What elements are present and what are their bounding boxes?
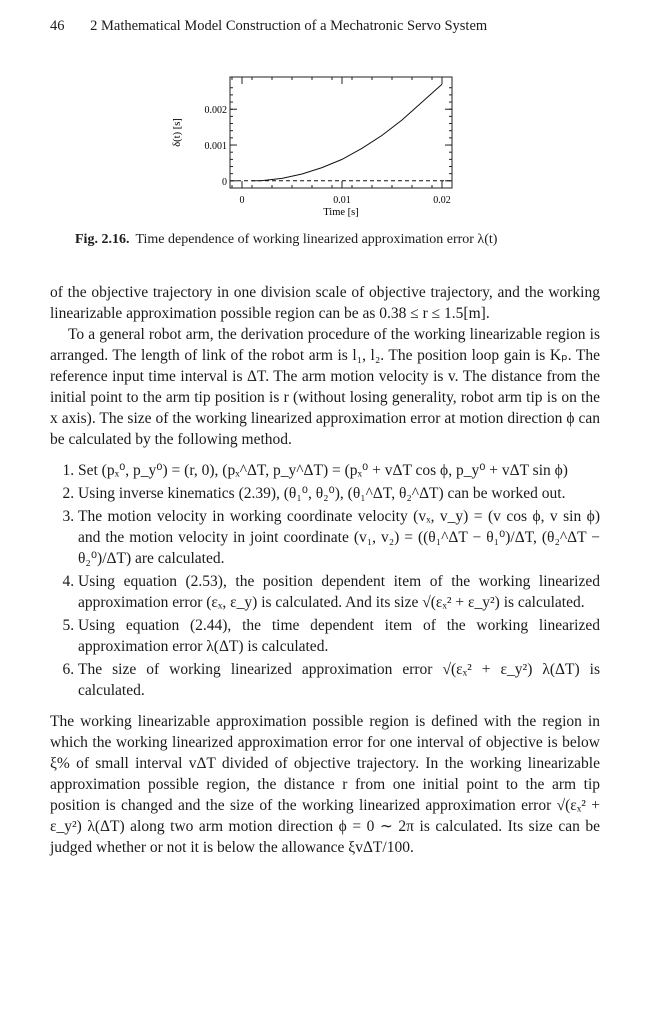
x-tick-label: 0 — [239, 195, 245, 206]
procedure-list — [50, 460, 600, 701]
paragraph-2: To a general robot arm, the derivation procedure of the working linearizable region is arranged. The length of link of the robot arm is l₁, l₂. The position loop gain is Kₚ. The reference input time interval is ΔT. The arm motion velocity is v. The distance from the initial point to the arm tip position is r (without losing generality, robot arm tip is on the x axis). The size of the working linearized approximation error at motion direction ϕ can be calculated by the following method. — [50, 326, 600, 448]
step-3: 3. The motion velocity in working coordinate velocity (vₓ, v_y) = (v cos ϕ, v sin ϕ) and the motion velocity in joint coordinate (v₁, v₂) = ((θ₁^ΔT − θ₁⁰)/ΔT, (θ₂^ΔT − θ₂⁰)/ΔT) are calculated. — [78, 506, 600, 569]
step-2: 2. Using inverse kinematics (2.39), (θ₁⁰, θ₂⁰), (θ₁^ΔT, θ₂^ΔT) can be worked out. — [78, 483, 600, 504]
figure-chart — [160, 70, 470, 220]
x-tick-label: 0.02 — [433, 195, 451, 206]
plot-frame — [230, 77, 452, 188]
step-1: 1. Set (pₓ⁰, p_y⁰) = (r, 0), (pₓ^ΔT, p_y^ΔT) = (pₓ⁰ + vΔT cos ϕ, p_y⁰ + vΔT sin ϕ) — [78, 460, 600, 481]
body-text — [50, 282, 600, 858]
step-6: 6. The size of working linearized approximation error √(εₓ² + ε_y²) λ(ΔT) is calculated. — [78, 659, 600, 701]
running-title: 2 Mathematical Model Construction of a Mechatronic Servo System — [90, 18, 488, 34]
y-tick-label: 0 — [222, 176, 227, 188]
step-4: 4. Using equation (2.53), the position dependent item of the working linearized approximation error (εₓ, ε_y) is calculated. And its size √(εₓ² + ε_y²) is calculated. — [78, 571, 600, 613]
step-5: 5. Using equation (2.44), the time dependent item of the working linearized approximation error λ(ΔT) is calculated. — [78, 615, 600, 657]
y-axis-label: δ(t) [s] — [172, 118, 183, 147]
running-header — [50, 18, 487, 35]
delta-curve — [252, 84, 442, 181]
paragraph-3: The working linearizable approximation possible region is defined with the region in which the working linearized approximation error for one interval of objective is below ξ% of small interval vΔT divided of objective trajectory. In the working linearizable approximation possible region, the distance r from one initial point to the arm tip position is changed and the size of the working linearized approximation error √(εₓ² + ε_y²) λ(ΔT) along two arm motion direction ϕ = 0 ∼ 2π is calculated. Its size can be judged whether or not it is below the allowance ξvΔT/100. — [50, 713, 600, 856]
x-tick-label: 0.01 — [333, 195, 351, 206]
figure-label: Fig. 2.16. — [75, 232, 130, 247]
y-tick-label: 0.001 — [204, 141, 227, 153]
caption-text: Time dependence of working linearized approximation error λ(t) — [135, 232, 498, 247]
y-tick-label: 0.002 — [204, 105, 227, 117]
page-number: 46 — [50, 18, 65, 34]
figure-caption — [75, 232, 497, 248]
paragraph-1: of the objective trajectory in one division scale of objective trajectory, and the working linearizable approximation possible region can be as 0.38 ≤ r ≤ 1.5[m]. — [50, 284, 600, 322]
x-axis-label: Time [s] — [323, 207, 359, 218]
